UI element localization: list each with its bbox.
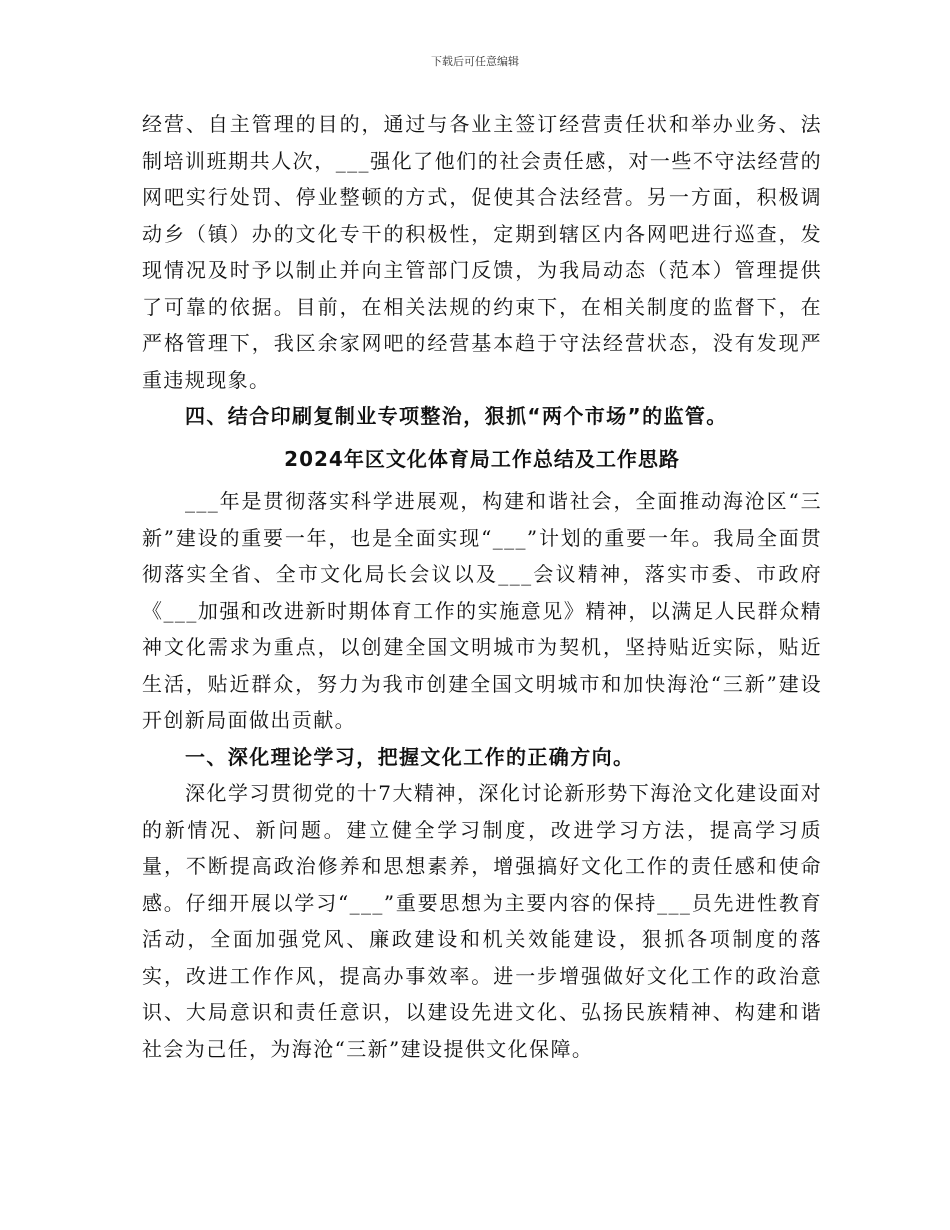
document-title: 2024年区文化体育局工作总结及工作思路 [284,446,680,471]
header-note: 下载后可任意编辑 [431,55,519,68]
paragraph-continued: 经营、自主管理的目的，通过与各业主签订经营责任状和举办业务、法制培训班期共人次，___强化了他们的社会责任感，对一些不守法经营的网吧实行处罚、停业整顿的方式，促使其合法经营。另一方面，积极调动乡（镇）办的文化专干的积极性，定期到辖区内各网吧进行巡查，发现情况及时予以制止并向主管部门反馈，为我局动态（范本）管理提供了可靠的依据。目前，在相关法规的约束下，在相关制度的监督下，在严格管理下，我区余家网吧的经营基本趋于守法经营状态，没有发现严重违规现象。 [142,112,822,392]
paragraph-intro: ___年是贯彻落实科学进展观，构建和谐社会，全面推动海沧区“三新”建设的重要一年，也是全面实现“___”计划的重要一年。我局全面贯彻落实全省、全市文化局长会议以及___会议精神，落实市委、市政府《___加强和改进新时期体育工作的实施意见》精神，以满足人民群众精神文化需求为重点，以创建全国文明城市为契机，坚持贴近实际，贴近生活，贴近群众，努力为我市创建全国文明城市和加快海沧“三新”建设开创新局面做出贡献。 [142,489,822,732]
section-heading-one: 一、深化理论学习，把握文化工作的正确方向。 [185,744,635,769]
paragraph-study: 深化学习贯彻党的十7大精神，深化讨论新形势下海沧文化建设面对的新情况、新问题。建立健全学习制度，改进学习方法，提高学习质量，不断提高政治修养和思想素养，增强搞好文化工作的责任感和使命感。仔细开展以学习“___”重要思想为主要内容的保持___员先进性教育活动，全面加强党风、廉政建设和机关效能建设，狠抓各项制度的落实，改进工作作风，提高办事效率。进一步增强做好文化工作的政治意识、大局意识和责任意识，以建设先进文化、弘扬民族精神、构建和谐社会为己任，为海沧“三新”建设提供文化保障。 [142,781,822,1061]
section-heading-four: 四、结合印刷复制业专项整治，狠抓“两个市场”的监管。 [185,404,728,428]
document-body [142,106,822,1067]
